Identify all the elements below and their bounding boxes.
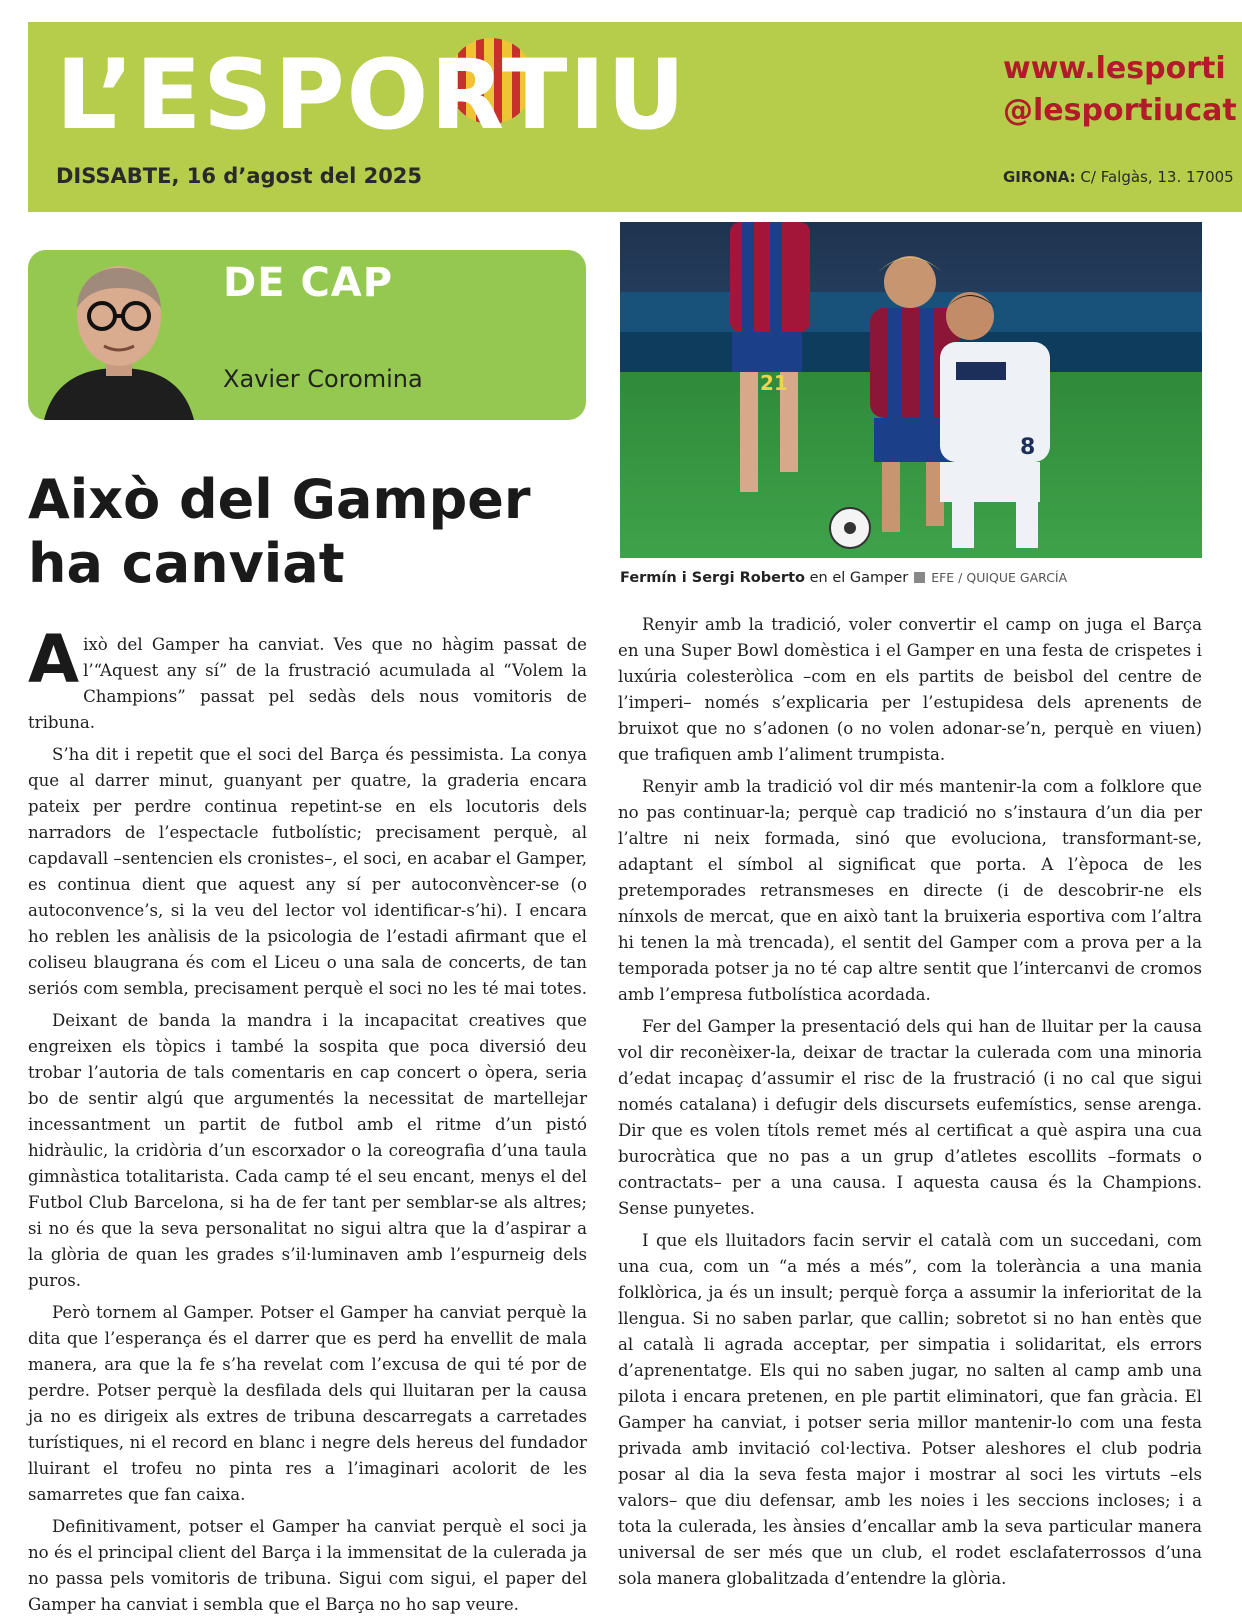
newspaper-logo[interactable]: L’ESPORTIU <box>56 39 688 151</box>
football-match-image <box>620 222 1202 558</box>
address-street: C/ Falgàs, 13. 17005 <box>1075 168 1234 186</box>
column-header-box <box>28 250 586 420</box>
office-address <box>1003 168 1234 186</box>
paragraph-4: Però tornem al Gamper. Potser el Gamper ha canviat perquè la dita que l’esperança és el darrer que es perd ha envellit de mala manera, ara que la fe s’ha revelat com l’excusa de qui té por de perdre. Potser perquè la desfilada dels qui lluitaran per la causa ja no es dirigeix als extres de tribuna descarregats a carretades turístiques, ni el record en blanc i negre dels hereus del fundador lluirant el trofeu no pinta res a l’imaginari acolorit de les samarretes que fan caixa. <box>28 1303 587 1504</box>
article-column-1 <box>28 621 588 1618</box>
paragraph-6: Renyir amb la tradició, voler convertir el camp on juga el Barça en una Super Bowl domèstica i el Gamper en una festa de crispetes i luxúria colesteròlica –com en els partits de beisbol del centre de l’imperi– només s’explicaria per l’estupidesa dels aprenents de bruixot que no s’adonen (o no volen adonar-se’n, perquè en viuen) que trafiquen amb l’aliment trumpista. <box>618 615 1202 764</box>
photo-caption <box>620 570 1202 586</box>
dropcap: A <box>28 621 80 698</box>
section-title: DE CAP <box>223 260 394 306</box>
article-column-2 <box>618 612 1202 1592</box>
author-portrait-icon <box>34 250 204 420</box>
author-name[interactable]: Xavier Coromina <box>223 365 423 393</box>
caption-names: Fermín i Sergi Roberto <box>620 570 805 586</box>
match-photo <box>620 222 1202 558</box>
website-url[interactable]: www.lesporti <box>1003 51 1226 86</box>
masthead <box>28 22 1242 212</box>
paragraph-7: Renyir amb la tradició vol dir més mantenir-la com a folklore que no pas continuar-la; perquè cap tradició no s’instaura d’un dia per l’altre ni neix formada, sinó que evoluciona, transformant-se, adaptant el símbol al significat que porta. A l’època de les pretemporades retransmeses en directe (i de descobrir-ne els nínxols de mercat, que en això tant la bruixeria esportiva com l’altra hi tenen la mà trencada), el sentit del Gamper com a prova per a la temporada potser ja no té cap altre sentit que l’intercanvi de cromos amb l’empresa futbolística acordada. <box>618 777 1202 1004</box>
jersey-number-21: 21 <box>760 371 788 395</box>
social-handle[interactable]: @lesportiucat <box>1003 93 1237 128</box>
paragraph-1 <box>28 621 587 736</box>
photo-credit: EFE / QUIQUE GARCÍA <box>931 570 1068 585</box>
caption-separator-icon <box>914 572 925 583</box>
paragraph-5: Definitivament, potser el Gamper ha canviat perquè el soci ja no és el principal client del Barça i la immensitat de la culerada ja no passa pels vomitoris de tribuna. Sigui com sigui, el paper del Gamper ha canviat i sembla que el Barça no ho sap veure. <box>28 1517 587 1614</box>
paragraph-9: I que els lluitadors facin servir el català com un succedani, com una cua, com un “a més a més”, com la tolerància a una mania folklòrica, ja és un insult; perquè força a assumir la inferioritat de la llengua. Si no saben parlar, que callin; sobretot si no han entès que al català li agrada acceptar, per simpatia i solidaritat, els errors d’aprenentatge. Els qui no saben jugar, no salten al camp amb una pilota i encara pretenen, en ple partit eliminatori, que fan gràcia. El Gamper ha canviat, i potser seria millor mantenir-lo com una festa privada amb invitació col·lectiva. Potser aleshores el club podria posar al dia la seva festa major i mostrar al soci les virtuts –els valors– que diu defensar, amb les noies i les seccions incloses; i a tota la culerada, les ànsies d’encallar amb la seva particular manera universal de ser més que un club, el rodet esclafaterrossos d’una sola manera globalitzada d’entendre la glòria. <box>618 1231 1202 1588</box>
paragraph-1-text: ixò del Gamper ha canviat. Ves que no hàgim passat de l’“Aquest any sí” de la frustració acumulada al “Volem la Champions” passat pel sedàs dels nous vomitoris de tribuna. <box>28 635 587 732</box>
article-headline: Això del Gamper ha canviat <box>28 468 531 595</box>
jersey-number-8: 8 <box>1020 435 1036 460</box>
website-and-handle[interactable] <box>1003 48 1237 132</box>
paragraph-8: Fer del Gamper la presentació dels qui han de lluitar per la causa vol dir reconèixer-la, deixar de tractar la culerada com una minoria d’edat incapaç d’assumir el risc de la frustració (i no cal que sigui només catalana) i defugir dels discursets eufemístics, sense arenga. Dir que es volen títols remet més al certificat a què aspira una cua burocràtica que no pas a un grup d’atletes escollits –formats o contractats– per a una causa. I aquesta causa és la Champions. Sense punyetes. <box>618 1017 1202 1218</box>
paragraph-3: Deixant de banda la mandra i la incapacitat creatives que engreixen els tòpics i també la sospita que poca diversió deu trobar l’autoria de tals comentaris en cap concert o òpera, seria bo de sentir algú que argumentés la necessitat de martellejar incessantment un partit de futbol amb el ritme d’un pistó hidràulic, la cridòria d’un escorxador o la coreografia d’una taula gimnàstica totalitarista. Cada camp té el seu encant, menys el del Futbol Club Barcelona, si ha de fer tant per semblar-se als altres; si no és que la seva personalitat no sigui altra que la d’aspirar a la glòria de quan les grades s’il·luminaven amb l’espurneig dels puros. <box>28 1011 587 1290</box>
author-photo <box>34 250 204 420</box>
address-city: GIRONA: <box>1003 168 1076 186</box>
paragraph-2: S’ha dit i repetit que el soci del Barça és pessimista. La conya que al darrer minut, guanyant per quatre, la graderia encara pateix per perdre continua repetint-se en els locutoris dels narradors de l’espectacle futbolístic; precisament perquè, al capdavall –sentencien els cronistes–, el soci, en acabar el Gamper, es continua dient que aquest any sí per autoconvèncer-se (o autoconvence’s, si la veu del lector vol identificar-s’hi). I encara ho reblen les anàlisis de la psicologia de l’estadi afirmant que el coliseu blaugrana és com el Liceu o una sala de concerts, de tan seriós com sembla, precisament perquè el soci no les té mai totes. <box>28 745 588 998</box>
caption-text: en el Gamper <box>804 570 909 586</box>
issue-date: DISSABTE, 16 d’agost del 2025 <box>56 164 423 188</box>
